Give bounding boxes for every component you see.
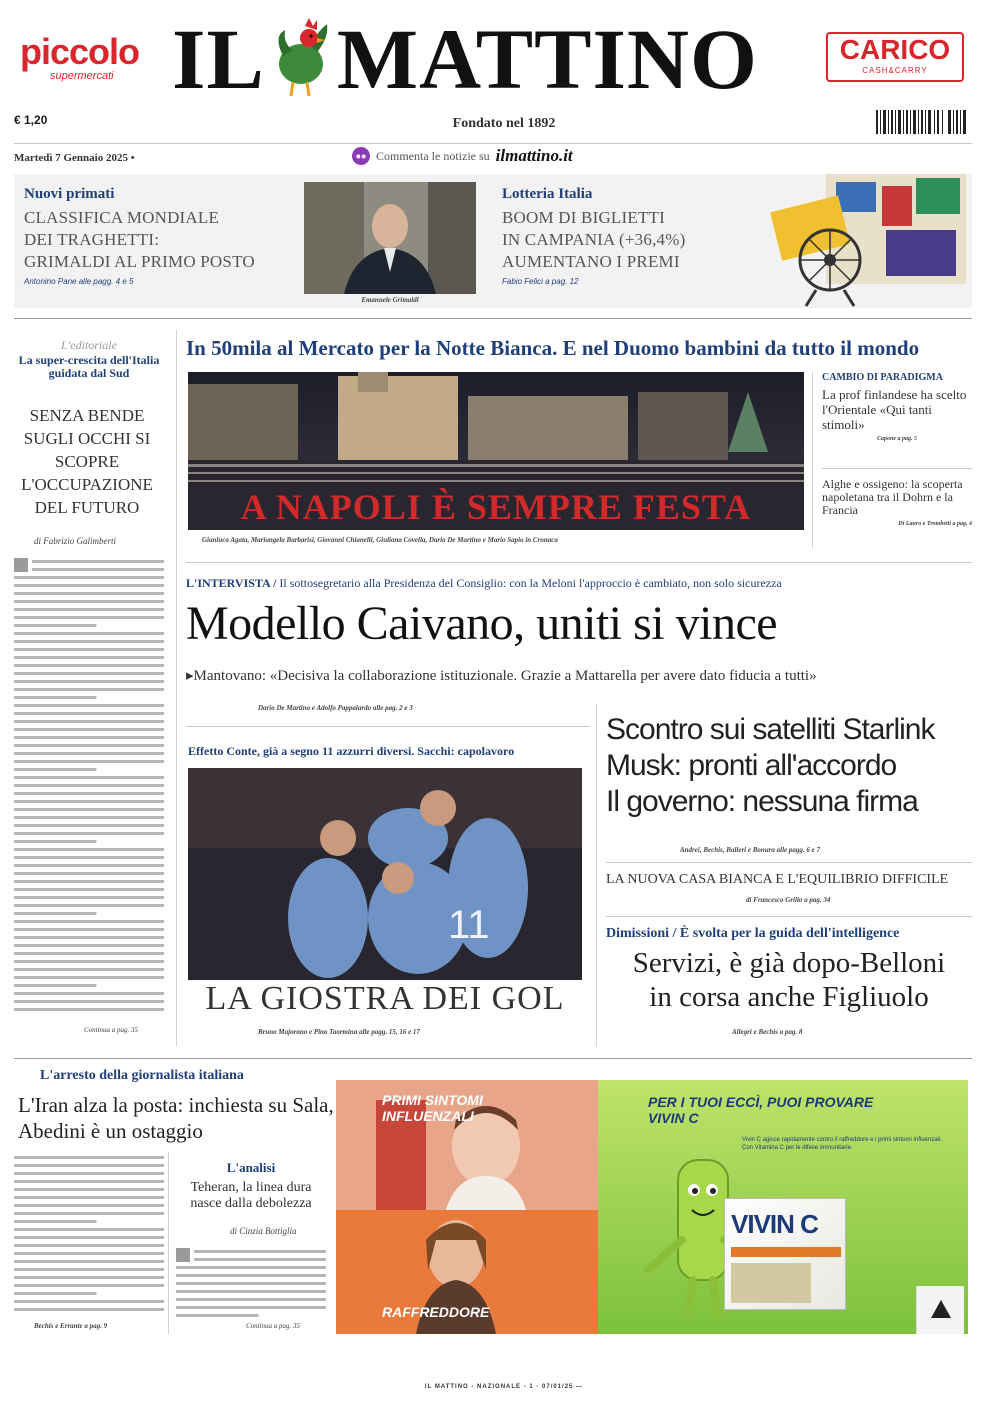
body-text-line xyxy=(14,968,164,971)
body-text-line xyxy=(14,1212,164,1215)
price-label: € 1,20 xyxy=(14,113,48,127)
starlink-ref: Andrei, Bechis, Balleri e Bonura alle pagg. 6 e 7 xyxy=(680,846,821,854)
body-text-line xyxy=(14,1172,164,1175)
body-text-line xyxy=(14,1220,97,1223)
body-text-line xyxy=(14,792,164,795)
piccolo-tagline: supermercati xyxy=(50,70,114,82)
body-text-line xyxy=(14,880,164,883)
ad-headline: PER I TUOI ECCÌ, PUOI PROVARE VIVIN C xyxy=(648,1094,874,1126)
teaser-right-line-3: AUMENTANO I PREMI xyxy=(502,252,680,271)
editorial-body-placeholder xyxy=(14,556,164,1020)
teaser-right-kicker: Lotteria Italia xyxy=(502,186,593,202)
body-text-line xyxy=(14,928,164,931)
body-text-line xyxy=(14,768,97,771)
sport-divider xyxy=(186,726,590,727)
founded-line: Fondato nel 1892 xyxy=(452,116,556,131)
main-story-kicker[interactable]: In 50mila al Mercato per la Notte Bianca. E nel Duomo bambini da tutto il mondo xyxy=(186,336,920,360)
side-story-2[interactable] xyxy=(822,478,972,527)
body-text-line xyxy=(14,960,164,963)
dateline: Martedì 7 Gennaio 2025 • xyxy=(14,152,135,164)
body-text-line xyxy=(14,1196,164,1199)
editorial-subtitle: La super-crescita dell'Italia guidata dal Sud xyxy=(18,353,160,380)
interview-ref: Dario De Martino e Adolfo Pappalardo alle pag. 2 e 3 xyxy=(258,704,413,712)
body-text-line xyxy=(14,632,164,635)
side-story-2-ref: Di Lauro e Trombetti a pag. 4 xyxy=(898,521,972,527)
servizi-ref: Allegri e Bechis a pag. 8 xyxy=(732,1028,803,1036)
comment-cta-text: Commenta le notizie su xyxy=(376,148,490,163)
vivin-c-package-label: VIVIN C xyxy=(731,1209,818,1239)
iran-kicker: L'arresto della giornalista italiana xyxy=(40,1068,244,1083)
servizi-story[interactable] xyxy=(606,946,972,1014)
ad-panel-cold-title: RAFFREDDORE xyxy=(382,1304,490,1320)
body-text-line xyxy=(14,1236,164,1239)
servizi-kicker: Dimissioni / È svolta per la guida dell'intelligence xyxy=(606,926,900,941)
side-story-1-kicker: CAMBIO DI PARADIGMA xyxy=(822,372,943,383)
sport-ref: Bruno Majorano e Pino Taormina alle pagg. 15, 16 e 17 xyxy=(258,1028,420,1036)
interview-kicker-rest: Il sottosegretario alla Presidenza del Consiglio: con la Meloni l'approccio è cambiato, non solo sicurezza xyxy=(279,576,782,590)
body-text-line xyxy=(176,1298,326,1301)
interview-headline[interactable]: Modello Caivano, uniti si vince xyxy=(186,597,778,650)
body-text-line xyxy=(14,760,164,763)
body-text-line xyxy=(14,1300,164,1303)
teaser-left-line-2: DEI TRAGHETTI: xyxy=(24,230,160,249)
body-text-line xyxy=(14,656,164,659)
editorial-continue: Continua a pag. 35 xyxy=(84,1026,139,1034)
interview-subhead: ▸Mantovano: «Decisiva la collaborazione istituzionale. Grazie a Mattarella per avere dato fiducia a tutti» xyxy=(186,668,817,684)
body-text-line xyxy=(14,776,164,779)
body-text-line xyxy=(14,832,164,835)
body-text-line xyxy=(14,1244,164,1247)
body-text-line xyxy=(14,584,164,587)
lottery-illustration xyxy=(766,164,972,308)
interview-kicker: L'INTERVISTA / Il sottosegretario alla Presidenza del Consiglio: con la Meloni l'approccio è cambiato, non solo sicurezza xyxy=(186,576,782,590)
body-text-line xyxy=(14,696,97,699)
body-text-line xyxy=(14,1000,164,1003)
side-story-1[interactable] xyxy=(822,372,972,442)
interview-subhead-text: Mantovano: «Decisiva la collaborazione istituzionale. Grazie a Mattarella per avere dato fiducia a tutti» xyxy=(193,668,817,684)
masthead-divider xyxy=(14,143,972,144)
editorial-kicker: L'editoriale xyxy=(61,338,117,352)
body-text-line xyxy=(14,1252,164,1255)
body-text-line xyxy=(14,664,164,667)
iran-headline[interactable]: L'Iran alza la posta: inchiesta su Sala, Abedini è un ostaggio xyxy=(18,1093,334,1143)
body-text-line xyxy=(14,872,164,875)
body-text-line xyxy=(14,712,164,715)
body-text-line xyxy=(14,912,97,915)
casa-bianca-ref: di Francesco Grillo a pag. 34 xyxy=(746,896,831,904)
body-text-line xyxy=(14,616,164,619)
body-text-line xyxy=(14,808,164,811)
body-text-line xyxy=(14,848,164,851)
body-text-line xyxy=(176,1306,326,1309)
sport-kicker: Effetto Conte, già a segno 11 azzurri diversi. Sacchi: capolavoro xyxy=(188,744,515,758)
analysis-continue: Continua a pag. 35 xyxy=(246,1322,301,1330)
analysis-kicker: L'analisi xyxy=(226,1160,276,1175)
body-text-line xyxy=(14,600,164,603)
ad-corner-logo xyxy=(916,1286,964,1334)
napoli-players-photo xyxy=(188,768,582,980)
section-divider xyxy=(14,318,972,319)
body-text-line xyxy=(32,568,164,571)
body-text-line xyxy=(14,640,164,643)
teaser-left-line-3: GRIMALDI AL PRIMO POSTO xyxy=(24,252,255,271)
body-text-line xyxy=(14,888,164,891)
body-text-line xyxy=(14,576,164,579)
svg-text:11: 11 xyxy=(448,903,490,947)
body-text-line xyxy=(14,1156,164,1159)
body-text-line xyxy=(14,752,164,755)
body-text-line xyxy=(14,624,97,627)
carico-brand: CARICO xyxy=(839,34,951,65)
starlink-story[interactable] xyxy=(606,712,972,820)
teaser-left-ref: Antonino Pane alle pagg. 4 e 5 xyxy=(24,277,134,286)
body-text-line xyxy=(32,560,164,563)
masthead-title-left: IL xyxy=(172,11,265,107)
teaser-left[interactable] xyxy=(24,186,304,286)
body-text-line xyxy=(14,1292,97,1295)
body-text-line xyxy=(14,680,164,683)
teaser-left-line-1: CLASSIFICA MONDIALE xyxy=(24,208,220,227)
side-story-1-headline: La prof finlandese ha scelto l'Orientale «Qui tanti stimoli» xyxy=(822,387,967,432)
starlink-divider xyxy=(606,862,972,863)
teaser-right-line-2: IN CAMPANIA (+36,4%) xyxy=(502,230,686,249)
interview-divider xyxy=(186,562,972,563)
body-text-line xyxy=(14,1164,164,1167)
body-text-line xyxy=(14,1204,164,1207)
side-divider xyxy=(812,372,813,548)
grimaldi-photo xyxy=(304,182,476,294)
body-text-line xyxy=(176,1314,259,1317)
body-text-line xyxy=(194,1258,326,1261)
vivin-c-package xyxy=(724,1198,846,1310)
body-text-line xyxy=(14,936,164,939)
vivin-c-advertisement[interactable] xyxy=(336,1080,968,1334)
ad-panel-flu-title: PRIMI SINTOMI INFLUENZALI xyxy=(382,1092,483,1124)
footer-edition-line: IL MATTINO - NAZIONALE - 1 - 07/01/25 — xyxy=(424,1384,584,1390)
body-text-line xyxy=(14,592,164,595)
body-text-line xyxy=(14,1268,164,1271)
body-text-line xyxy=(14,744,164,747)
servizi-line-2: in corsa anche Figliuolo xyxy=(649,981,929,1013)
analysis-author: di Cinzia Bottiglia xyxy=(230,1226,297,1236)
iran-ref: Bechis e Errante a pag. 9 xyxy=(34,1322,108,1330)
body-text-line xyxy=(14,984,97,987)
body-text-line xyxy=(14,824,164,827)
body-text-line xyxy=(14,816,164,819)
body-text-line xyxy=(14,688,164,691)
body-text-line xyxy=(194,1250,326,1253)
body-text-line xyxy=(14,1276,164,1279)
casa-bianca-headline[interactable]: LA NUOVA CASA BIANCA E L'EQUILIBRIO DIFFICILE xyxy=(606,872,949,887)
grimaldi-photo-caption: Emanuele Grimaldi xyxy=(361,296,419,304)
bottom-divider xyxy=(14,1058,972,1059)
carico-ad-logo[interactable] xyxy=(826,32,964,82)
column-divider xyxy=(176,330,177,1046)
teaser-right-line-1: BOOM DI BIGLIETTI xyxy=(502,208,665,227)
servizi-kicker-label: Dimissioni xyxy=(606,926,670,941)
piccolo-brand: piccolo xyxy=(20,31,140,72)
body-text-line xyxy=(14,952,164,955)
analysis-headline[interactable]: Teheran, la linea dura nasce dalla debolezza xyxy=(190,1180,312,1211)
body-text-line xyxy=(14,784,164,787)
body-text-line xyxy=(14,704,164,707)
body-text-line xyxy=(14,896,164,899)
body-text-line xyxy=(176,1274,326,1277)
ad-panel-product xyxy=(598,1080,968,1334)
body-text-line xyxy=(14,1188,164,1191)
editorial-headline[interactable]: SENZA BENDE SUGLI OCCHI SI SCOPRE L'OCCUPAZIONE DEL FUTURO xyxy=(21,406,153,517)
piccolo-ad-logo[interactable] xyxy=(20,31,160,84)
body-text-line xyxy=(14,840,97,843)
teaser-right[interactable] xyxy=(502,186,762,286)
body-text-line xyxy=(14,976,164,979)
body-text-line xyxy=(14,1180,164,1183)
body-text-line xyxy=(14,800,164,803)
body-text-line xyxy=(14,1284,164,1287)
starlink-line-3: Il governo: nessuna firma xyxy=(606,785,918,818)
body-text-line xyxy=(14,856,164,859)
teaser-right-ref: Fabio Felici a pag. 12 xyxy=(502,277,579,286)
festa-overlay-headline[interactable]: A NAPOLI È SEMPRE FESTA xyxy=(240,487,752,527)
body-text-line xyxy=(176,1266,326,1269)
sport-headline[interactable]: LA GIOSTRA DEI GOL xyxy=(205,980,565,1017)
servizi-line-1: Servizi, è già dopo-Belloni xyxy=(632,947,946,979)
comment-bubble-icon: ●● xyxy=(352,147,370,165)
rooster-logo-icon xyxy=(269,16,333,98)
body-text-line xyxy=(14,920,164,923)
servizi-divider xyxy=(606,916,972,917)
newspaper-masthead[interactable] xyxy=(172,11,812,107)
body-text-line xyxy=(14,944,164,947)
interview-kicker-label: L'INTERVISTA xyxy=(186,576,271,590)
body-text-line xyxy=(14,864,164,867)
main-story-credits: Gianluca Agata, Mariangela Barbarisi, Giovanni Chianelli, Giuliana Covella, Dario De Martino e Mario Sapio in Cronaca xyxy=(202,536,558,544)
teaser-left-kicker: Nuovi primati xyxy=(24,186,115,202)
side-story-2-headline: Alghe e ossigeno: la scoperta napoletana tra il Dohrn e la Francia xyxy=(822,477,963,517)
starlink-line-2: Musk: pronti all'accordo xyxy=(606,749,897,782)
servizi-kicker-rest: È svolta per la guida dell'intelligence xyxy=(679,926,900,941)
body-text-line xyxy=(14,736,164,739)
body-text-line xyxy=(14,648,164,651)
body-text-line xyxy=(14,608,164,611)
side-story-divider xyxy=(822,468,972,469)
iran-body-placeholder xyxy=(14,1152,164,1318)
starlink-line-1: Scontro sui satelliti Starlink xyxy=(606,713,935,746)
carico-tagline: CASH&CARRY xyxy=(862,66,928,75)
side-story-1-ref: Capone a pag. 5 xyxy=(876,436,917,442)
comment-site-link[interactable]: ilmattino.it xyxy=(495,146,573,165)
comment-cta[interactable] xyxy=(352,146,573,166)
sport-right-divider xyxy=(596,704,597,1046)
body-text-line xyxy=(14,1008,164,1011)
body-text-line xyxy=(14,1260,164,1263)
body-text-line xyxy=(176,1290,326,1293)
body-text-line xyxy=(14,1228,164,1231)
barcode-icon xyxy=(876,110,966,134)
analysis-body-placeholder xyxy=(176,1246,326,1320)
body-text-line xyxy=(176,1282,326,1285)
body-text-line xyxy=(14,1308,164,1311)
masthead-title-right: MATTINO xyxy=(336,11,758,107)
body-text-line xyxy=(14,904,164,907)
editorial-author: di Fabrizio Galimberti xyxy=(34,536,117,546)
ad-copy: Vivin C agisce rapidamente contro il raffreddore e i primi sintomi influenzali. Con Vitamina C per le difese immunitarie. xyxy=(742,1137,942,1151)
ad-panel-flu xyxy=(336,1080,598,1210)
ad-panel-cold xyxy=(336,1210,598,1334)
body-text-line xyxy=(14,672,164,675)
body-text-line xyxy=(14,992,164,995)
analysis-divider xyxy=(168,1152,169,1334)
body-text-line xyxy=(14,728,164,731)
body-text-line xyxy=(14,720,164,723)
